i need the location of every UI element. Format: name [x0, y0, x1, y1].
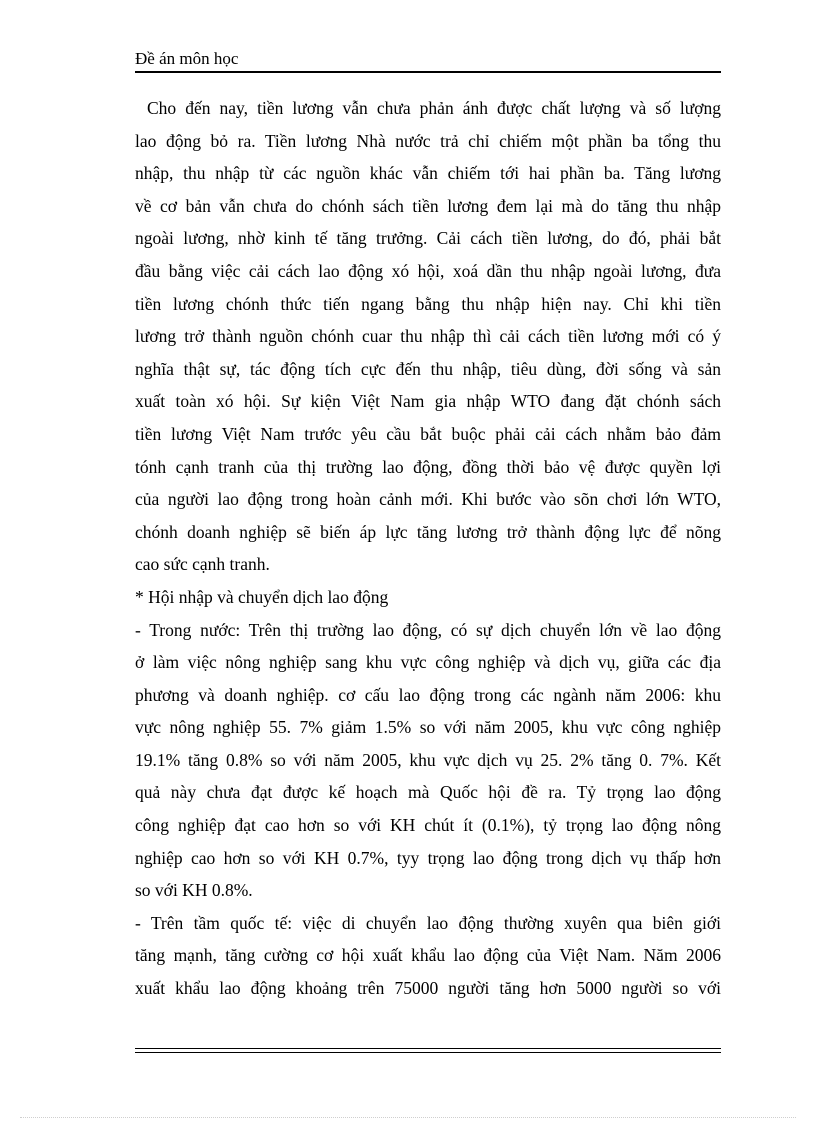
text-line: lao động bỏ ra. Tiền lương Nhà nước trả chỉ chiếm một phần ba tổng thu	[135, 130, 721, 151]
header-divider	[135, 71, 721, 73]
footer-divider	[135, 1048, 721, 1053]
text-line: chónh doanh nghiệp sẽ biến áp lực tăng lương trở thành động lực để nõng	[135, 521, 721, 542]
text-line: cao sức cạnh tranh.	[135, 554, 270, 575]
text-line: nghĩa thật sự, tác động tích cực đến thu nhập, tiêu dùng, đời sống và sản	[135, 358, 721, 379]
text-line: quả này chưa đạt được kế hoạch mà Quốc hội đề ra. Tỷ trọng lao động	[135, 782, 721, 803]
text-line: tăng mạnh, tăng cường cơ hội xuất khẩu lao động của Việt Nam. Năm 2006	[135, 945, 721, 966]
text-line: vực nông nghiệp 55. 7% giảm 1.5% so với năm 2005, khu vực công nghiệp	[135, 717, 721, 738]
text-line: - Trong nước: Trên thị trường lao động, có sự dịch chuyển lớn về lao động	[135, 619, 721, 640]
text-line: Cho đến nay, tiền lương vẫn chưa phản ánh được chất lượng và số lượng	[147, 98, 721, 118]
text-line: phương và doanh nghiệp. cơ cấu lao động trong các ngành năm 2006: khu	[135, 684, 721, 705]
text-line: ở làm việc nông nghiệp sang khu vực công nghiệp và dịch vụ, giữa các địa	[135, 652, 721, 673]
text-line: của người lao động trong hoàn cảnh mới. Khi bước vào sõn chơi lớn WTO,	[135, 489, 721, 510]
text-line: so với KH 0.8%.	[135, 880, 253, 901]
text-line: tiền lương chónh thức tiến ngang bằng thu nhập hiện nay. Chỉ khi tiền	[135, 293, 721, 314]
text-line: tiền lương Việt Nam trước yêu cầu bắt buộc phải cải cách nhằm bảo đảm	[135, 423, 721, 444]
text-line: - Trên tầm quốc tế: việc di chuyển lao động thường xuyên qua biên giới	[135, 912, 721, 933]
text-line: ngoài lương, nhờ kinh tế tăng trưởng. Cải cách tiền lương, do đó, phải bắt	[135, 228, 721, 249]
text-line: nhập, thu nhập từ các nguồn khác vẫn chiếm tới hai phần ba. Tăng lương	[135, 163, 721, 184]
page-header-title: Đề án môn học	[135, 49, 239, 68]
text-line: đầu bằng việc cải cách lao động xó hội, xoá dần thu nhập ngoài lương, đưa	[135, 260, 721, 281]
text-line: xuất khẩu lao động khoảng trên 75000 người tăng hơn 5000 người so với	[135, 978, 721, 999]
text-line: 19.1% tăng 0.8% so với năm 2005, khu vực dịch vụ 25. 2% tăng 0. 7%. Kết	[135, 749, 721, 770]
text-line: xuất toàn xó hội. Sự kiện Việt Nam gia nhập WTO đang đặt chónh sách	[135, 391, 721, 412]
page-bottom-edge	[20, 1117, 796, 1118]
text-line: về cơ bản vẫn chưa do chónh sách tiền lương đem lại mà do tăng thu nhập	[135, 195, 721, 216]
body-text	[135, 92, 721, 1005]
text-line: công nghiệp đạt cao hơn so với KH chút ít (0.1%), tỷ trọng lao động nông	[135, 815, 721, 836]
section-heading: * Hội nhập và chuyển dịch lao động	[135, 586, 389, 607]
text-line: nghiệp cao hơn so với KH 0.7%, tyy trọng lao động trong dịch vụ thấp hơn	[135, 847, 721, 868]
text-line: lương trở thành nguồn chónh cuar thu nhập thì cải cách tiền lương mới có ý	[135, 326, 721, 347]
text-line: tónh cạnh tranh của thị trường lao động, đồng thời bảo vệ được quyền lợi	[135, 456, 721, 477]
